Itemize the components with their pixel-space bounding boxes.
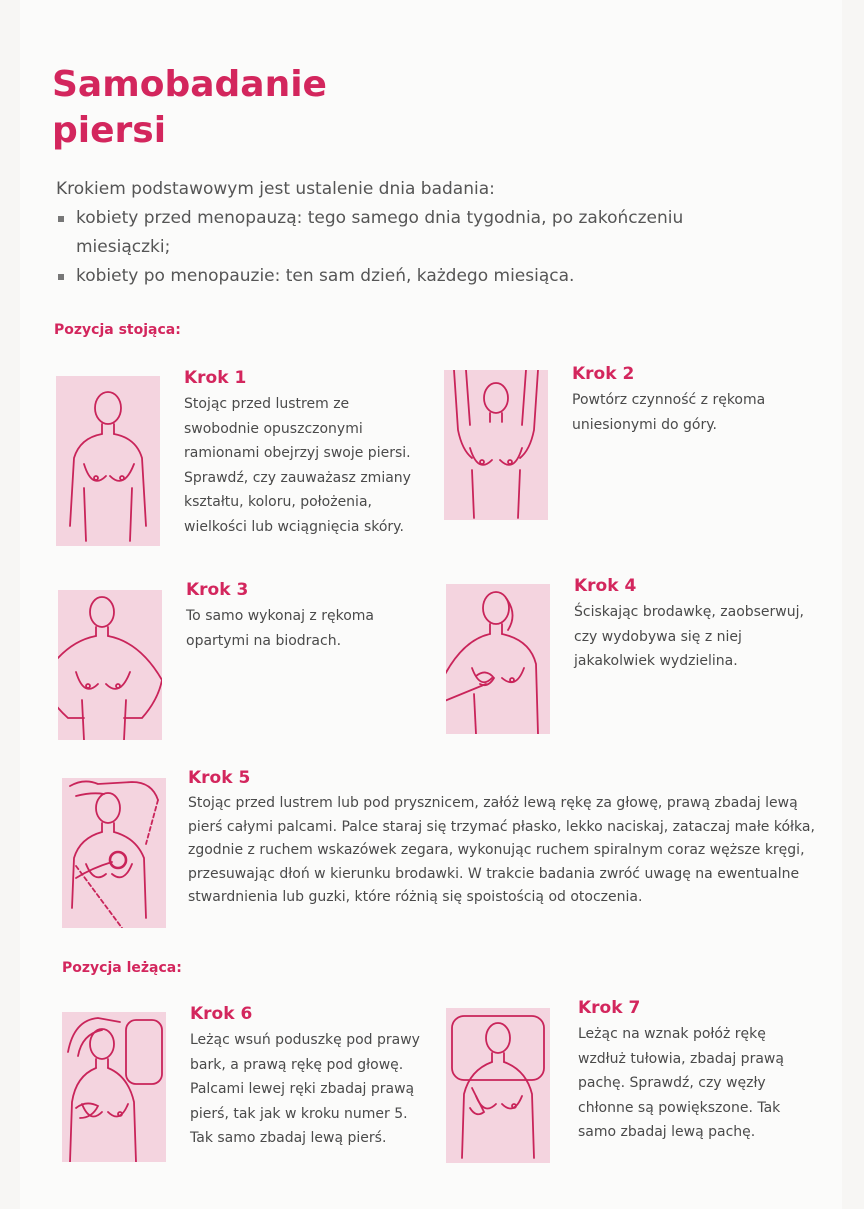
- woman-standing-arms-down-icon: [56, 376, 160, 546]
- section-standing: Pozycja stojąca:: [54, 322, 181, 338]
- intro-list: [56, 204, 716, 291]
- step-3-illustration: [58, 590, 162, 740]
- step-text: Powtórz czynność z rękoma uniesionymi do góry.: [572, 392, 766, 433]
- step-text: Leżąc na wznak połóż rękę wzdłuż tułowia, zbadaj prawą pachę. Sprawdź, czy węzły chłonne są powiększone. Tak samo zbadaj lewą pachę.: [578, 1026, 784, 1140]
- title-line-2: piersi: [52, 110, 167, 151]
- step-6-illustration: [62, 1012, 166, 1162]
- intro: [56, 175, 716, 291]
- step-4: [574, 576, 814, 674]
- woman-lying-armpit-exam-icon: [446, 1008, 550, 1163]
- step-title: Krok 2: [572, 364, 635, 384]
- step-text: Stojąc przed lustrem lub pod prysznicem, załóż lewą rękę za głowę, prawą zbadaj lewą pierś całymi palcami. Palce staraj się trzymać płasko, lekko naciskaj, zataczaj małe kółka, zgodnie z ruchem wskazówek zegara, wykonując ruchem spiralnym coraz węższe kręgi, przesuwając dłoń w kierunku brodawki. W trakcie badania zwróć uwagę na ewentualne stwardnienia lub guzki, które różnią się spoistością od otoczenia.: [188, 795, 815, 905]
- step-6: [190, 1004, 430, 1151]
- step-2: [572, 364, 812, 437]
- step-text: Leżąc wsuń poduszkę pod prawy bark, a prawą rękę pod głowę. Palcami lewej ręki zbadaj prawą pierś, tak jak w kroku numer 5. Tak samo zbadaj lewą pierś.: [190, 1032, 420, 1146]
- woman-arms-raised-icon: [444, 370, 548, 520]
- step-5: [188, 768, 828, 910]
- step-title: Krok 4: [574, 576, 637, 596]
- woman-hands-on-hips-icon: [58, 590, 162, 740]
- step-7: [578, 998, 818, 1145]
- step-2-illustration: [444, 370, 548, 520]
- step-text: Stojąc przed lustrem ze swobodnie opuszczonymi ramionami obejrzyj swoje piersi. Sprawdź, czy zauważasz zmiany kształtu, koloru, położenia, wielkości lub wciągnięcia skóry.: [184, 396, 411, 535]
- step-1-illustration: [56, 376, 160, 546]
- woman-breast-exam-icon: [62, 778, 166, 928]
- step-title: Krok 7: [578, 998, 641, 1018]
- page-title: [52, 62, 327, 154]
- title-line-1: Samobadanie: [52, 64, 327, 105]
- section-lying: Pozycja leżąca:: [62, 960, 182, 976]
- step-text: To samo wykonaj z rękoma opartymi na biodrach.: [186, 608, 374, 649]
- woman-squeezing-nipple-icon: [446, 584, 550, 734]
- intro-bullet: kobiety po menopauzie: ten sam dzień, każdego miesiąca.: [56, 262, 716, 291]
- step-7-illustration: [446, 1008, 550, 1163]
- step-4-illustration: [446, 584, 550, 734]
- intro-lead: Krokiem podstawowym jest ustalenie dnia badania:: [56, 179, 495, 199]
- intro-bullet: kobiety przed menopauzą: tego samego dnia tygodnia, po zakończeniu miesiączki;: [56, 204, 716, 262]
- step-3: [186, 580, 426, 653]
- step-title: Krok 3: [186, 580, 249, 600]
- step-title: Krok 1: [184, 368, 247, 388]
- step-title: Krok 5: [188, 768, 251, 788]
- woman-lying-pillow-icon: [62, 1012, 166, 1162]
- step-title: Krok 6: [190, 1004, 253, 1024]
- step-5-illustration: [62, 778, 166, 928]
- step-text: Ściskając brodawkę, zaobserwuj, czy wydobywa się z niej jakakolwiek wydzielina.: [574, 604, 804, 669]
- step-1: [184, 368, 424, 539]
